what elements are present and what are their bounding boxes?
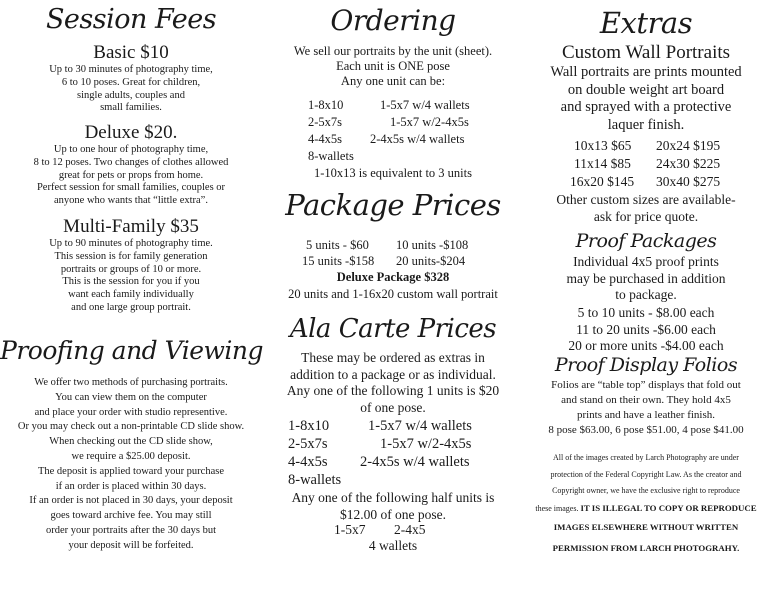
proof-display-folios-heading: Proof Display Folios (554, 354, 738, 376)
ordering-note: 1-10x13 is equivalent to 3 units (314, 166, 472, 180)
extras-column (524, 0, 768, 593)
half-unit-options: 1-5x7 2-4x5 (334, 522, 426, 537)
half-unit-intro: Any one of the following half units is $12.00 of one pose. (291, 490, 495, 522)
proof-packages-description: Individual 4x5 proof prints may be purchased in addition to package. (566, 254, 726, 302)
wall-portrait-prices: 10x13 $65 20x24 $195 11x14 $85 24x30 $225 16x20 $145 30x40 $275 (570, 138, 721, 189)
deluxe-package-description: 20 units and 1-16x20 custom wall portrait (288, 287, 498, 301)
basic-description: Up to 30 minutes of photography time, 6 to 10 poses. Great for children, single adults, couples and small families. (49, 64, 213, 114)
deluxe-package-heading: Deluxe Package $328 (336, 270, 450, 284)
ala-carte-options: 1-8x10 1-5x7 w/4 wallets 2-5x7s 1-5x7 w/2-4x5s 4-4x5s 2-4x5s w/4 wallets 8-wallets (288, 418, 472, 488)
ala-carte-intro: These may be ordered as extras in addition to a package or as individual. Any one of the following 1 units is $20 of one pose. (286, 350, 500, 415)
extras-title: Extras (599, 6, 693, 40)
copyright-notice: All of the images created by Larch Photography are under protection of the Federal Copyright Law. As the creator and Copyright owner, we have the exclusive right to reproduce these images. IT IS ILLEGAL TO COPY OR REPRODUCE IMAGES ELSEWHERE WITHOUT WRITTEN PERMISSION FROM LARCH PHOTOGRAHY. (535, 453, 757, 553)
ordering-column (262, 0, 524, 593)
session-fees-column (0, 0, 262, 593)
package-prices-list: 5 units - $60 10 units -$108 15 units -$158 20 units-$204 (302, 238, 469, 268)
wall-portraits-description: Wall portraits are prints mounted on double weight art board and sprayed with a protective laquer finish. (550, 64, 742, 133)
proof-packages-prices: 5 to 10 units - $8.00 each 11 to 20 units -$6.00 each 20 or more units -$4.00 each (568, 305, 724, 353)
custom-wall-portraits-heading: Custom Wall Portraits (561, 42, 731, 63)
proofing-title: Proofing and Viewing (0, 336, 264, 365)
folios-description: Folios are “table top” displays that fold out and stand on their own. They hold 4x5 prints and have a leather finish. 8 pose $63.00, 6 pose $51.00, 4 pose $41.00 (548, 379, 744, 436)
basic-heading: Basic $10 (93, 42, 169, 63)
ordering-options: 1-8x10 1-5x7 w/4 wallets 2-5x7s 1-5x7 w/2-4x5s 4-4x5s 2-4x5s w/4 wallets 8-wallets (308, 98, 470, 163)
package-prices-title: Package Prices (285, 188, 501, 222)
ordering-intro: We sell our portraits by the unit (sheet). Each unit is ONE pose Any one unit can be: (293, 44, 493, 89)
proof-packages-heading: Proof Packages (575, 230, 717, 252)
multi-family-description: Up to 90 minutes of photography time. This session is for family generation portraits or groups of 10 or more. This is the session for you if you want each family individually and one large group portrait. (49, 238, 213, 313)
proofing-description: We offer two methods of purchasing portraits. You can view them on the computer and place your order with studio representive. Or you may check out a non-printable CD slide show. When checking out the CD slide show, we require a $25.00 deposit. The deposit is applied toward your purchase if an order is placed within 30 days. If an order is not placed in 30 days, your deposit goes toward archive fee. You may still order your portraits after the 30 days but your deposit will be forfeited. (17, 377, 245, 551)
ala-carte-title: Ala Carte Prices (289, 314, 497, 344)
other-sizes-note: Other custom sizes are available- ask for price quote. (556, 192, 736, 224)
multi-family-heading: Multi-Family $35 (63, 216, 199, 237)
deluxe-description: Up to one hour of photography time, 8 to 12 poses. Two changes of clothes allowed great for pets or props from home. Perfect session for small families, couples or anyone who wants that “little extra”. (33, 144, 229, 207)
session-fees-title: Session Fees (45, 4, 217, 35)
deluxe-heading: Deluxe $20. (84, 122, 178, 143)
ordering-title: Ordering (330, 4, 456, 37)
half-unit-wallets: 4 wallets (368, 538, 418, 553)
